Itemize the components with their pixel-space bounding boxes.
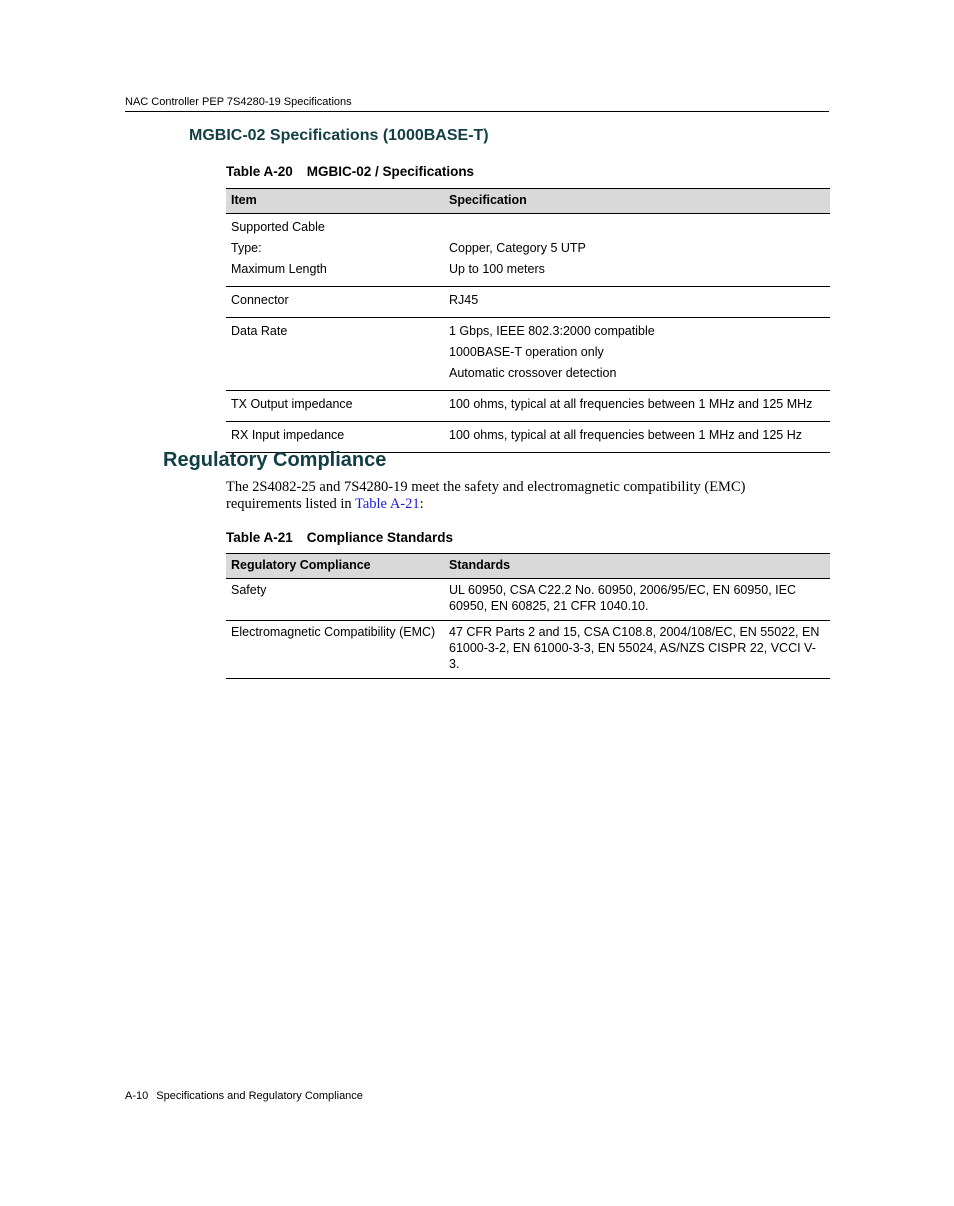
cell-line: 1 Gbps, IEEE 802.3:2000 compatible <box>449 324 655 338</box>
table-row <box>226 214 830 287</box>
table-header-row <box>226 189 830 214</box>
table-cell-item: Safety <box>226 579 444 621</box>
column-header-standards: Standards <box>444 554 830 579</box>
table-a21-caption <box>226 530 453 545</box>
table-row <box>226 391 830 422</box>
section-title-mgbic: MGBIC-02 Specifications (1000BASE-T) <box>189 127 489 144</box>
section-title-regulatory: Regulatory Compliance <box>163 449 387 471</box>
cell-line: Up to 100 meters <box>449 262 545 276</box>
table-row <box>226 621 830 679</box>
cell-line: 100 ohms, typical at all frequencies between 1 MHz and 125 Hz <box>449 428 802 442</box>
table-row <box>226 579 830 621</box>
table-cell-spec <box>444 214 830 287</box>
table-cell-item <box>226 214 444 287</box>
table-header-row <box>226 554 830 579</box>
table-row <box>226 422 830 453</box>
table-a20-number: Table A-20 <box>226 164 293 179</box>
paragraph-text-end: : <box>419 496 424 512</box>
table-row <box>226 318 830 391</box>
cell-line: Connector <box>231 293 289 307</box>
table-cell-item: Electromagnetic Compatibility (EMC) <box>226 621 444 679</box>
table-cell-spec: 47 CFR Parts 2 and 15, CSA C108.8, 2004/108/EC, EN 55022, EN 61000-3-2, EN 61000-3-3, EN 55024, AS/NZS CISPR 22, VCCI V-3. <box>444 621 830 679</box>
running-footer <box>125 1090 363 1102</box>
cell-line: RX Input impedance <box>231 428 345 442</box>
paragraph-text: The 2S4082-25 and 7S4280-19 meet the safety and electromagnetic compatibility (EMC) requirements listed in <box>226 479 746 512</box>
table-a20-title: MGBIC-02 / Specifications <box>306 164 475 179</box>
table-cell-item <box>226 287 444 318</box>
cell-line <box>449 217 825 238</box>
footer-text: Specifications and Regulatory Compliance <box>156 1090 363 1102</box>
page-number: A-10 <box>125 1090 149 1102</box>
table-cell-item <box>226 318 444 391</box>
table-cell-spec <box>444 422 830 453</box>
table-a20 <box>226 188 830 453</box>
column-header-specification: Specification <box>444 189 830 214</box>
cell-line: Copper, Category 5 UTP <box>449 241 586 255</box>
table-a20-caption <box>226 164 474 179</box>
intro-paragraph <box>226 479 786 513</box>
table-row <box>226 287 830 318</box>
table-a21-link[interactable]: Table A-21 <box>355 496 420 512</box>
table-a21 <box>226 553 830 679</box>
table-cell-spec: UL 60950, CSA C22.2 No. 60950, 2006/95/EC, EN 60950, IEC 60950, EN 60825, 21 CFR 1040.10. <box>444 579 830 621</box>
table-cell-item <box>226 391 444 422</box>
column-header-regulatory-compliance: Regulatory Compliance <box>226 554 444 579</box>
cell-line: 100 ohms, typical at all frequencies between 1 MHz and 125 MHz <box>449 397 813 411</box>
cell-line: Data Rate <box>231 324 288 338</box>
cell-line: Automatic crossover detection <box>449 366 617 380</box>
table-a21-number: Table A-21 <box>226 530 293 545</box>
column-header-item: Item <box>226 189 444 214</box>
cell-line: Maximum Length <box>231 262 327 276</box>
table-cell-spec <box>444 318 830 391</box>
cell-line: 1000BASE-T operation only <box>449 345 604 359</box>
table-cell-item <box>226 422 444 453</box>
cell-line: TX Output impedance <box>231 397 353 411</box>
cell-line: RJ45 <box>449 293 479 307</box>
table-cell-spec <box>444 287 830 318</box>
cell-line: Supported Cable <box>231 220 325 234</box>
table-a21-title: Compliance Standards <box>306 530 454 545</box>
cell-line: Type: <box>231 241 262 255</box>
table-cell-spec <box>444 391 830 422</box>
running-header: NAC Controller PEP 7S4280-19 Specifications <box>125 96 829 112</box>
